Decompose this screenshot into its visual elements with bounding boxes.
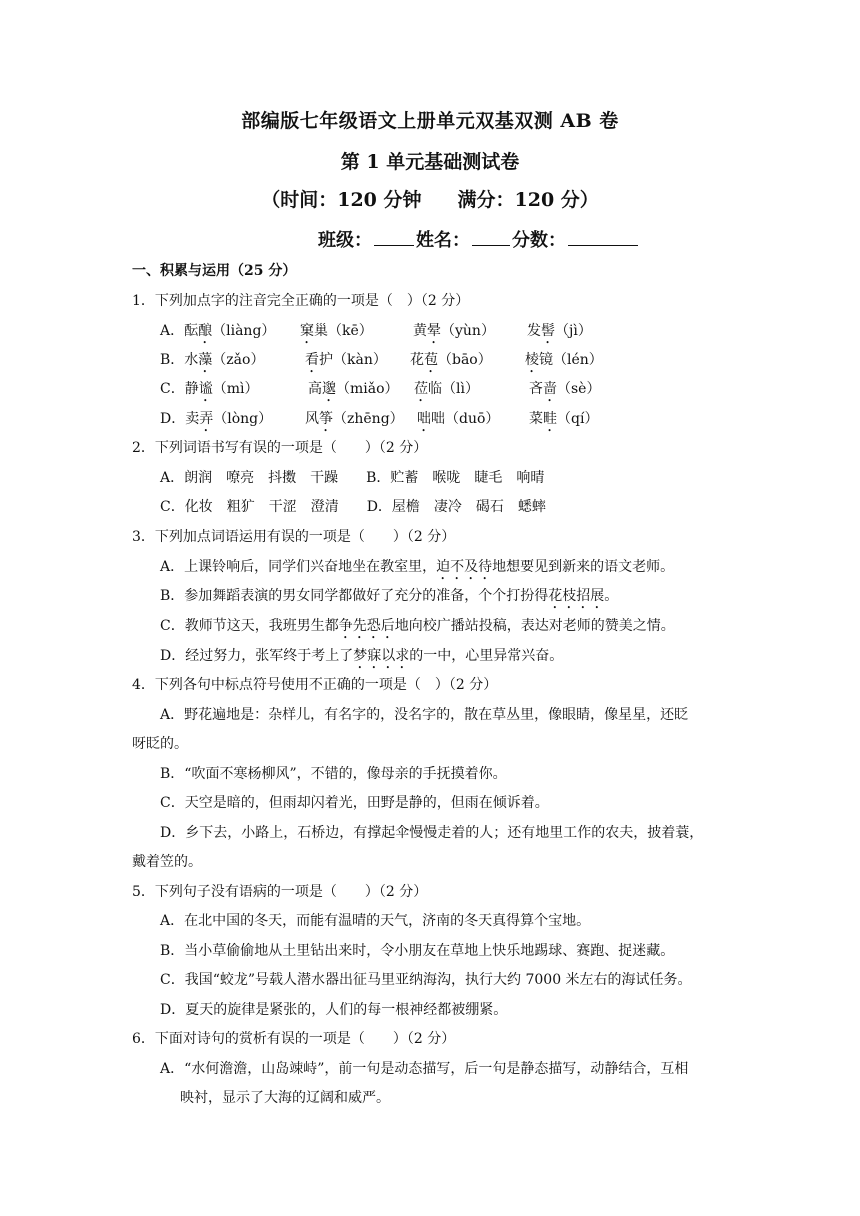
question-4-option-d: D．乡下去，小路上，石桥边，有撑起伞慢慢走着的人；还有地里工作的农夫，披着蓑， — [160, 825, 704, 841]
question-1-option-a: A．酝酿（liàng） 窠巢（kē） 黄晕（yùn） 发髻（jì） — [160, 323, 592, 339]
question-3-stem: 3．下列加点词语运用有误的一项是（ ）（2 分） — [132, 529, 456, 545]
class-blank[interactable] — [374, 229, 414, 246]
question-1-option-c: C．静谧（mì） 高邈（miǎo） 莅临（lì） 吝啬（sè） — [160, 381, 601, 397]
question-1-stem: 1．下列加点字的注音完全正确的一项是（ ）（2 分） — [132, 293, 470, 309]
question-5-option-d: D．夏天的旋律是紧张的，人们的每一根神经都被绷紧。 — [160, 1002, 508, 1018]
question-4-option-b: B．“吹面不寒杨柳风”，不错的，像母亲的手抚摸着你。 — [160, 766, 507, 782]
full-score: 满分：120 分） — [457, 189, 599, 211]
question-6-stem: 6．下面对诗句的赏析有误的一项是（ ）（2 分） — [132, 1031, 456, 1047]
exam-time-score — [0, 185, 860, 212]
question-4-option-c: C．天空是暗的，但雨却闪着光，田野是静的，但雨在倾诉着。 — [160, 795, 549, 811]
class-label: 班级： — [318, 230, 372, 251]
question-1-option-d: D．卖弄（lòng） 风筝（zhēng） 咄咄（duō） 菜畦（qí） — [160, 411, 599, 427]
question-2-stem: 2．下列词语书写有误的一项是（ ）（2 分） — [132, 440, 428, 456]
question-6-option-a: A．“水何澹澹，山岛竦峙”，前一句是动态描写，后一句是静态描写，动静结合，互相 — [160, 1061, 689, 1077]
time-limit: （时间：120 分钟 — [261, 189, 422, 211]
question-6-option-a-cont: 映衬，显示了大海的辽阔和威严。 — [180, 1090, 390, 1106]
score-blank[interactable] — [568, 229, 638, 246]
question-2-row-2: C．化妆 粗犷 干涩 澄清 D．屋檐 凄冷 碣石 蟋蟀 — [160, 499, 546, 515]
question-3-option-c: C．教师节这天，我班男生都争先恐后地向校广播站投稿，表达对老师的赞美之情。 — [160, 618, 675, 634]
name-blank[interactable] — [472, 229, 510, 246]
question-2-row-1: A．朗润 嘹亮 抖擞 干躁 B．贮蓄 喉咙 睫毛 响晴 — [160, 470, 545, 486]
name-label: 姓名： — [416, 230, 470, 251]
question-4-option-a: A．野花遍地是：杂样儿，有名字的，没名字的，散在草丛里，像眼睛，像星星，还眨 — [160, 707, 689, 723]
section-heading: 一、积累与运用（25 分） — [132, 263, 297, 279]
exam-subtitle: 第 1 单元基础测试卷 — [340, 151, 520, 173]
question-4-option-a-cont: 呀眨的。 — [132, 736, 188, 752]
question-5-stem: 5．下列句子没有语病的一项是（ ）（2 分） — [132, 884, 428, 900]
question-3-option-d: D．经过努力，张军终于考上了梦寐以求的一中，心里异常兴奋。 — [160, 648, 564, 664]
question-4-stem: 4．下列各句中标点符号使用不正确的一项是（ ）（2 分） — [132, 677, 498, 693]
question-5-option-c: C．我国“蛟龙”号载人潜水器出征马里亚纳海沟，执行大约 7000 米左右的海试任务。 — [160, 972, 692, 988]
question-3-option-a: A．上课铃响后，同学们兴奋地坐在教室里，迫不及待地想要见到新来的语文老师。 — [160, 559, 675, 575]
student-info-line — [318, 226, 640, 252]
exam-title: 部编版七年级语文上册单元双基双测 AB 卷 — [241, 110, 619, 132]
question-5-option-b: B．当小草偷偷地从土里钻出来时，令小朋友在草地上快乐地踢球、赛跑、捉迷藏。 — [160, 943, 675, 959]
score-label: 分数： — [512, 230, 566, 251]
question-4-option-d-cont: 戴着笠的。 — [132, 854, 202, 870]
question-5-option-a: A．在北中国的冬天，而能有温晴的天气，济南的冬天真得算个宝地。 — [160, 913, 591, 929]
question-3-option-b: B．参加舞蹈表演的男女同学都做好了充分的准备，个个打扮得花枝招展。 — [160, 588, 619, 604]
question-1-option-b: B．水藻（zǎo） 看护（kàn） 花苞（bāo） 棱镜（lén） — [160, 352, 603, 368]
